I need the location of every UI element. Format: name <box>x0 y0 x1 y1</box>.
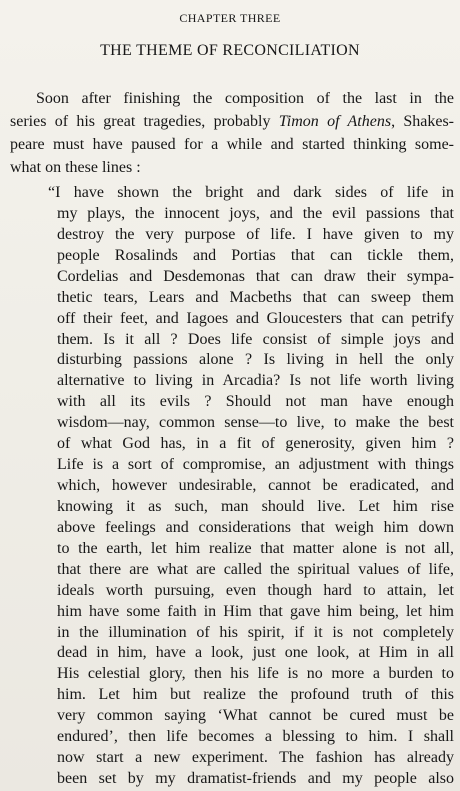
text-line: him have some faith in Him that gave him being, let him <box>57 603 454 620</box>
text-line: now start a new experiment. The fashion has already <box>57 749 454 766</box>
text-line: above feelings and considerations that weigh him down <box>57 519 454 536</box>
text-line: with all its evils ? Should not man have enough <box>57 393 454 410</box>
text-line: to the earth, let him realize that matter alone is not all, <box>57 540 454 557</box>
text-line: knowing it as such, man should live. Let him rise <box>57 498 454 515</box>
text-line: “I have shown the bright and dark sides of life in <box>48 184 454 201</box>
chapter-title: THE THEME OF RECONCILIATION <box>100 42 360 59</box>
text-line: peare must have paused for a while and started thinking some- <box>10 136 454 153</box>
text-line: that there are what are called the spiritual values of life, <box>57 561 454 578</box>
text-line: alternative to living in Arcadia? Is not life worth living <box>57 372 454 389</box>
text-line: Cordelias and Desdemonas that can draw their sympa- <box>57 268 454 285</box>
text-line: which, however undesirable, cannot be eradicated, and <box>57 477 454 494</box>
text-line <box>10 112 454 132</box>
chapter-label: CHAPTER THREE <box>179 11 281 25</box>
text-line: of what God has, in a fit of generosity, given him ? <box>57 435 454 452</box>
text-line: ideals worth pursuing, even though hard to attain, let <box>57 582 454 599</box>
text-line: my plays, the innocent joys, and the evil passions that <box>57 205 454 222</box>
text-line: destroy the very purpose of life. I have given to my <box>57 226 454 243</box>
text-segment: , Shakes- <box>391 113 455 130</box>
text-line: him. Let him but realize the profound truth of this <box>57 686 454 703</box>
text-line: Soon after finishing the composition of the last in the <box>36 90 454 107</box>
text-segment: series of his great tragedies, probably <box>10 113 279 130</box>
text-line: disturbing passions alone ? Is living in hell the only <box>57 351 454 368</box>
text-line: dead in him, have a look, just one look, at Him in all <box>57 644 454 661</box>
text-line: been set by my dramatist-friends and my people also <box>57 770 454 787</box>
text-line: what on these lines : <box>10 159 141 176</box>
text-line: off their feet, and Iagoes and Gloucesters that can petrify <box>57 310 454 327</box>
italic-title: Timon of Athens <box>278 113 392 130</box>
text-line: wisdom—nay, common sense—to live, to make the best <box>57 414 454 431</box>
text-line: people Rosalinds and Portias that can tickle them, <box>57 247 454 264</box>
text-line: Life is a sort of compromise, an adjustment with things <box>57 456 454 473</box>
text-line: in the illumination of his spirit, if it is not completely <box>57 624 454 641</box>
text-line: thetic tears, Lears and Macbeths that can sweep them <box>57 289 454 306</box>
text-line: very common saying ‘What cannot be cured must be <box>57 707 454 724</box>
text-line: His celestial glory, then his life is no more a burden to <box>57 665 454 682</box>
text-line: them. Is it all ? Does life consist of simple joys and <box>57 331 454 348</box>
text-line: endured’, then life becomes a blessing to him. I shall <box>57 728 454 745</box>
